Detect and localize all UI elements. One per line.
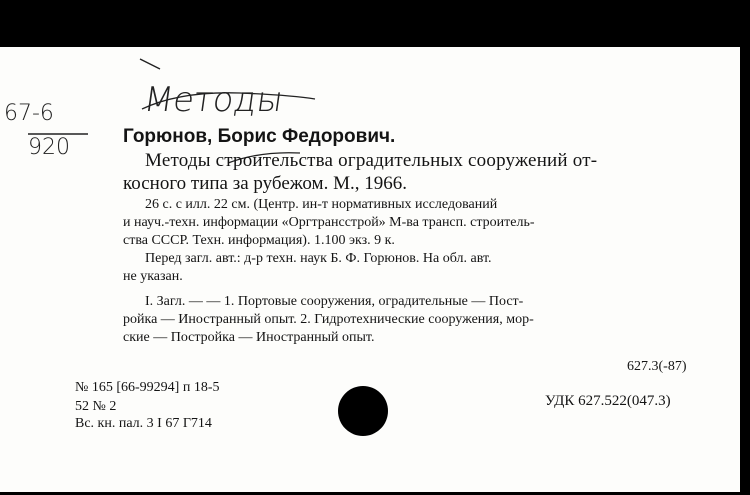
class-number: 627.3(-87) bbox=[627, 359, 687, 374]
description-line-1: 26 с. с илл. 22 см. (Центр. ин-т нормативных исследований bbox=[145, 197, 498, 212]
title-line-1: Методы строительства оградительных сооружений от- bbox=[145, 150, 598, 171]
subject-line-1: I. Загл. — — 1. Портовые сооружения, оградительные — Пост- bbox=[145, 294, 524, 309]
author-heading: Горюнов, Борис Федорович. bbox=[123, 126, 396, 147]
shelfmark-top: 67-6 bbox=[4, 101, 54, 126]
handwritten-title-word: Методы bbox=[141, 80, 286, 120]
subject-line-3: ские — Постройка — Иностранный опыт. bbox=[123, 330, 375, 345]
accession-line-3: Вс. кн. пал. 3 I 67 Г714 bbox=[75, 416, 212, 431]
subject-line-2: ройка — Иностранный опыт. 2. Гидротехнические сооружения, мор- bbox=[123, 312, 534, 327]
shelfmark-bottom: 920 bbox=[28, 135, 70, 160]
description-line-2: и науч.-техн. информации «Оргтрансстрой» М-ва трансп. строитель- bbox=[123, 215, 535, 230]
accession-line-1: № 165 [66-99294] п 18-5 bbox=[75, 380, 220, 395]
title-line-2: косного типа за рубежом. М., 1966. bbox=[123, 173, 407, 194]
accession-line-2: 52 № 2 bbox=[75, 399, 117, 414]
punch-hole bbox=[338, 386, 388, 436]
note-line-1: Перед загл. авт.: д-р техн. наук Б. Ф. Горюнов. На обл. авт. bbox=[145, 251, 492, 266]
note-line-2: не указан. bbox=[123, 269, 183, 284]
udc-code: УДК 627.522(047.3) bbox=[545, 393, 671, 409]
description-line-3: ства СССР. Техн. информация). 1.100 экз. 9 к. bbox=[123, 233, 395, 248]
